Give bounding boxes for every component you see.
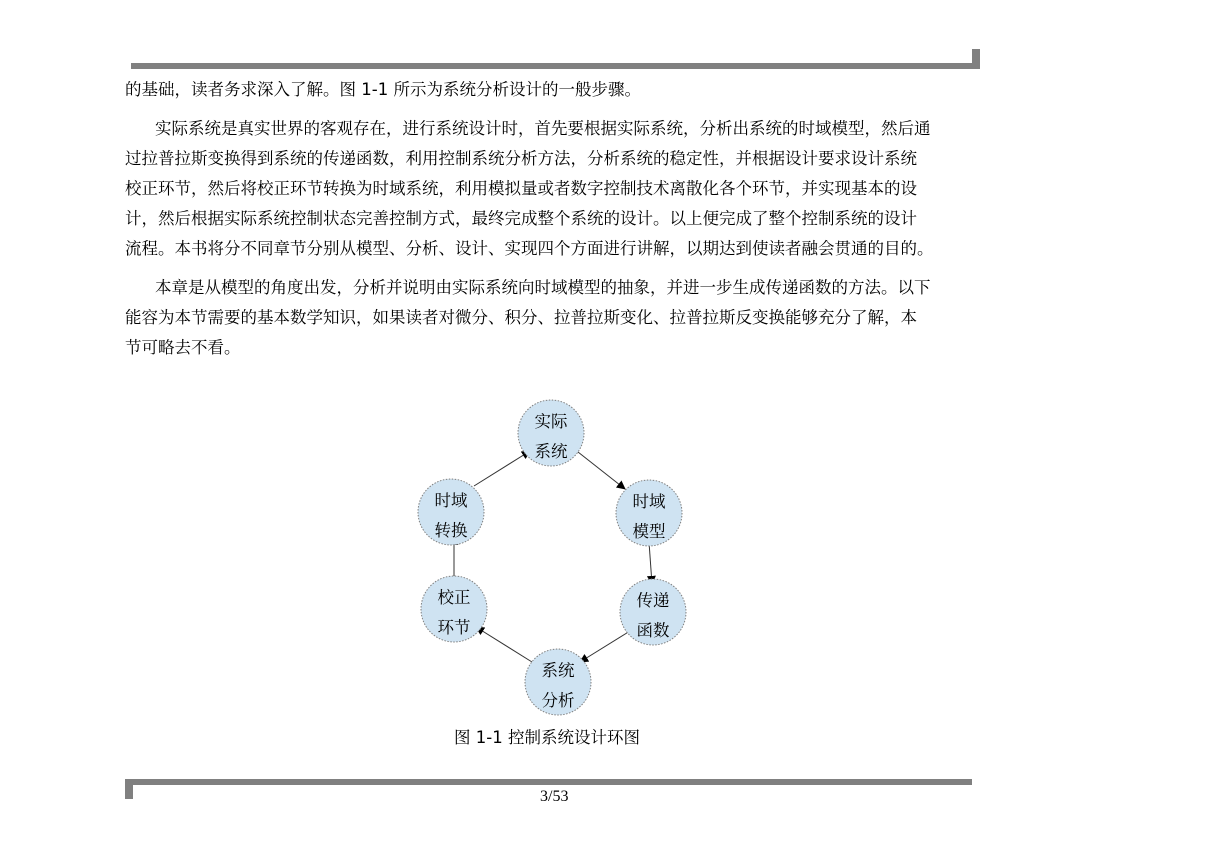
body-line-1: 的基础，读者务求深入了解。图 1-1 所示为系统分析设计的一般步骤。 [125, 80, 641, 99]
arrow-actual-to-model [578, 452, 625, 489]
arrow-conversion-to-actual [474, 451, 530, 486]
node-time-domain-model-line1: 时域 [632, 492, 666, 511]
footer-rule-end [125, 779, 133, 799]
node-time-domain-model-line2: 模型 [632, 522, 666, 541]
page-number: 3/53 [540, 788, 569, 805]
node-actual-system-line1: 实际 [534, 412, 568, 431]
figure-caption: 图 1-1 控制系统设计环图 [454, 728, 640, 747]
footer-rule [125, 779, 972, 785]
node-correction-stage-line1: 校正 [437, 588, 471, 607]
arrow-transfer-to-analysis [580, 631, 630, 662]
arrow-analysis-to-correction [476, 627, 532, 662]
node-transfer-function-line1: 传递 [636, 591, 670, 610]
body-line-7: 本章是从模型的角度出发，分析并说明由实际系统向时域模型的抽象，并进一步生成传递函数的方法。以下 [155, 278, 931, 297]
body-line-5: 计，然后根据实际系统控制状态完善控制方式，最终完成整个系统的设计。以上便完成了整个控制系统的设计 [125, 209, 917, 228]
body-line-9: 节可略去不看。 [125, 338, 241, 357]
body-line-6: 流程。本书将分不同章节分别从模型、分析、设计、实现四个方面进行讲解，以期达到使读者融会贯通的目的。 [125, 239, 934, 258]
node-time-domain-conversion-line2: 转换 [434, 521, 468, 540]
body-line-3: 过拉普拉斯变换得到系统的传递函数，利用控制系统分析方法，分析系统的稳定性，并根据设计要求设计系统 [125, 149, 917, 168]
node-actual-system-line2: 系统 [534, 442, 568, 461]
node-transfer-function-line2: 函数 [636, 621, 670, 640]
body-line-8: 能容为本节需要的基本数学知识，如果读者对微分、积分、拉普拉斯变化、拉普拉斯反变换能够充分了解，本 [125, 308, 917, 327]
body-line-2: 实际系统是真实世界的客观存在，进行系统设计时，首先要根据实际系统，分析出系统的时域模型，然后通 [155, 119, 931, 138]
node-system-analysis-line1: 系统 [541, 661, 575, 680]
arrow-model-to-transfer [649, 542, 652, 584]
node-system-analysis-line2: 分析 [541, 691, 575, 710]
node-actual-system [518, 400, 584, 466]
node-system-analysis [525, 649, 591, 715]
node-correction-stage-line2: 环节 [437, 618, 471, 637]
node-transfer-function [620, 579, 686, 645]
body-line-4: 校正环节，然后将校正环节转换为时域系统，利用模拟量或者数字控制技术离散化各个环节，并实现基本的设 [125, 179, 917, 198]
node-correction-stage [421, 576, 487, 642]
node-time-domain-conversion-line1: 时域 [434, 491, 468, 510]
node-time-domain-conversion [418, 479, 484, 545]
node-time-domain-model [616, 480, 682, 546]
